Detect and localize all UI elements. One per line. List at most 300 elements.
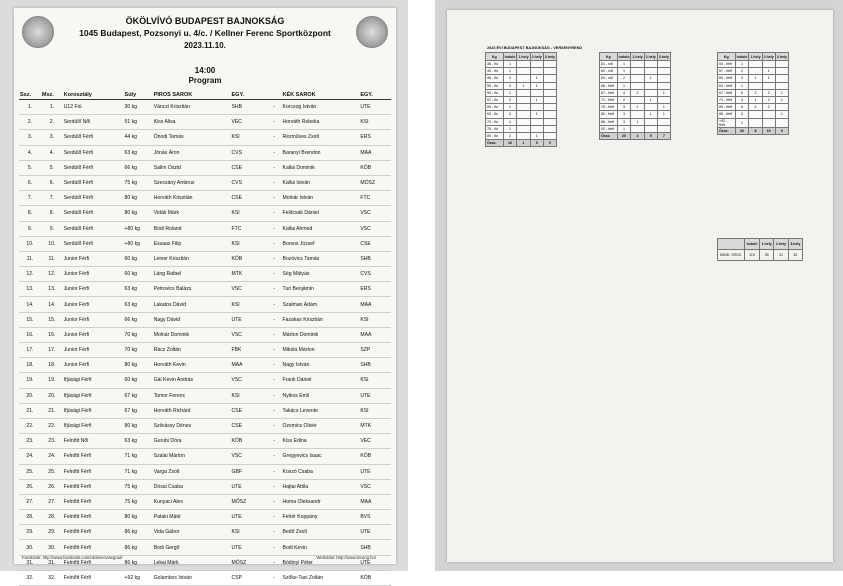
- table-cell: [749, 61, 762, 68]
- medal-column-header: 1.hely: [750, 54, 761, 59]
- table-cell: 40 - fiú: [486, 68, 504, 75]
- overall-column-header: 1.hely: [760, 239, 774, 250]
- table-cell: 1: [530, 75, 543, 82]
- table-cell: MÖSZ: [359, 175, 391, 190]
- table-cell: Szilvássy Dénes: [153, 418, 231, 433]
- table-cell: 20.: [41, 388, 63, 403]
- table-cell: SHB: [359, 251, 391, 266]
- table-cell: Junior Férfi: [63, 358, 124, 373]
- table-cell: Fehér Koppány: [282, 510, 360, 525]
- table-cell: 29.: [41, 525, 63, 540]
- medal-summary-sheet: [447, 10, 833, 562]
- table-cell: [530, 104, 543, 111]
- table-cell: VSC: [359, 206, 391, 221]
- table-cell: FBK: [231, 343, 267, 358]
- table-cell: Össz.: [486, 140, 504, 147]
- table-cell: SHB: [231, 100, 267, 115]
- table-row: [486, 104, 557, 111]
- table-row: [600, 125, 671, 132]
- table-cell: -: [267, 555, 282, 570]
- table-row: [600, 104, 671, 111]
- table-cell: KÖB: [359, 449, 391, 464]
- medal-column-header: Induló: [618, 54, 630, 59]
- program-header-row: [19, 91, 391, 100]
- table-cell: Ozsmics Olivér: [282, 418, 360, 433]
- table-cell: 3.: [41, 130, 63, 145]
- table-cell: 32.: [19, 570, 41, 585]
- overall-row: [718, 250, 803, 261]
- table-cell: Mikola Márton: [282, 343, 360, 358]
- table-cell: 1: [617, 82, 631, 89]
- table-cell: 80 - fiú: [486, 132, 504, 139]
- table-cell: [530, 89, 543, 96]
- table-cell: [543, 68, 556, 75]
- table-cell: -: [267, 403, 282, 418]
- table-cell: Gurubi Dóra: [153, 434, 231, 449]
- table-cell: Kiss Alisa: [153, 115, 231, 130]
- program-heading: Program: [188, 76, 222, 85]
- table-cell: MAA: [359, 494, 391, 509]
- table-cell: [775, 75, 788, 82]
- table-row: [486, 89, 557, 96]
- table-row: [486, 118, 557, 125]
- table-cell: +92 - férfi: [718, 118, 736, 127]
- table-cell: Serdülő Férfi: [63, 160, 124, 175]
- table-row: [19, 236, 391, 251]
- table-cell: KSI: [359, 403, 391, 418]
- table-cell: [657, 118, 670, 125]
- table-cell: [517, 68, 530, 75]
- table-cell: -: [267, 175, 282, 190]
- table-cell: [775, 118, 788, 127]
- table-cell: 44 kg: [124, 130, 153, 145]
- table-cell: 57 - fiú: [486, 96, 504, 103]
- medal-column-header: 2.hely: [531, 54, 542, 59]
- table-row: [486, 61, 557, 68]
- table-cell: VEC: [359, 434, 391, 449]
- table-row: [600, 89, 671, 96]
- table-cell: 1: [631, 118, 644, 125]
- table-cell: 1: [617, 125, 631, 132]
- table-cell: [749, 111, 762, 118]
- table-cell: Korcsog István: [282, 100, 360, 115]
- table-cell: [543, 132, 556, 139]
- table-cell: 24.: [41, 449, 63, 464]
- medal-column-header: 1.hely: [632, 54, 643, 59]
- table-row: [19, 464, 391, 479]
- table-cell: CVS: [359, 267, 391, 282]
- table-cell: 60 kg: [124, 251, 153, 266]
- table-cell: VSC: [231, 282, 267, 297]
- table-cell: 17.: [19, 343, 41, 358]
- table-cell: 11.: [19, 251, 41, 266]
- table-cell: 80 kg: [124, 418, 153, 433]
- table-cell: Ifjúsági Férfi: [63, 373, 124, 388]
- table-cell: Feldcsák Dániel: [282, 206, 360, 221]
- medal-column-header: 2.hely: [645, 54, 656, 59]
- table-cell: [775, 104, 788, 111]
- table-cell: Jónás Áron: [153, 145, 231, 160]
- table-cell: Gregyevics Isaac: [282, 449, 360, 464]
- table-cell: 86 kg: [124, 540, 153, 555]
- table-cell: [517, 104, 530, 111]
- total-row: [600, 132, 671, 139]
- table-cell: 71 kg: [124, 449, 153, 464]
- table-cell: MÖSZ: [231, 555, 267, 570]
- event-title: ÖKÖLVÍVÓ BUDAPEST BAJNOKSÁG: [125, 16, 285, 26]
- table-cell: UTE: [231, 540, 267, 555]
- left-photo: [0, 0, 408, 581]
- table-cell: [762, 118, 775, 127]
- table-cell: VSC: [231, 373, 267, 388]
- table-cell: Borsos József: [282, 236, 360, 251]
- table-cell: 25.: [19, 464, 41, 479]
- table-cell: 80 - férfi: [600, 111, 618, 118]
- table-cell: 1: [503, 118, 517, 125]
- table-cell: 75 kg: [124, 494, 153, 509]
- table-cell: 11.: [41, 251, 63, 266]
- table-row: [19, 373, 391, 388]
- table-cell: -: [267, 418, 282, 433]
- table-cell: Felnőtt Férfi: [63, 555, 124, 570]
- table-cell: KÖB: [231, 251, 267, 266]
- table-cell: SHB: [359, 358, 391, 373]
- medal-column-header: Kg: [600, 53, 618, 61]
- table-cell: 27.: [19, 494, 41, 509]
- table-cell: 3: [617, 118, 631, 125]
- table-cell: 30 kg: [124, 100, 153, 115]
- table-cell: [517, 96, 530, 103]
- table-cell: [517, 75, 530, 82]
- table-cell: -: [267, 570, 282, 585]
- table-cell: 1: [657, 111, 670, 118]
- table-cell: 1: [517, 140, 530, 147]
- table-cell: Vidák Márk: [153, 206, 231, 221]
- table-cell: 2.: [19, 115, 41, 130]
- table-cell: 17.: [41, 343, 63, 358]
- table-cell: Kunyaci Alex: [153, 494, 231, 509]
- table-cell: 23.: [41, 434, 63, 449]
- medal-column-header: 1.hely: [518, 54, 529, 59]
- table-cell: 35: [760, 250, 774, 261]
- table-cell: 119: [745, 250, 760, 261]
- table-cell: 1: [775, 96, 788, 103]
- overall-column-header: [718, 239, 745, 250]
- table-row: [19, 494, 391, 509]
- table-cell: CSE: [231, 418, 267, 433]
- table-cell: MIND. ÖSSZ.: [718, 250, 745, 261]
- table-row: [600, 82, 671, 89]
- table-cell: 1: [749, 75, 762, 82]
- table-cell: 1: [503, 68, 517, 75]
- table-cell: 51 kg: [124, 115, 153, 130]
- table-cell: UTE: [231, 312, 267, 327]
- table-cell: 2: [762, 96, 775, 103]
- table-cell: 23.: [19, 434, 41, 449]
- table-cell: Varga Zsolt: [153, 464, 231, 479]
- table-cell: 1: [530, 82, 543, 89]
- table-row: [19, 525, 391, 540]
- table-row: [19, 418, 391, 433]
- table-row: [19, 510, 391, 525]
- table-cell: 50 - fiú: [486, 82, 504, 89]
- table-cell: Junior Férfi: [63, 327, 124, 342]
- table-cell: 60 - férfi: [718, 75, 736, 82]
- table-cell: [530, 68, 543, 75]
- facebook-link: Facebook: http://www.facebook.com/okolvivovisegrad/: [22, 555, 123, 560]
- table-cell: 19.: [41, 373, 63, 388]
- table-row: [19, 297, 391, 312]
- overall-total-table: [717, 238, 803, 261]
- table-cell: VSC: [359, 479, 391, 494]
- table-cell: 63 - férfi: [718, 82, 736, 89]
- table-cell: UTE: [359, 525, 391, 540]
- table-cell: Horváth Rebeka: [282, 115, 360, 130]
- table-cell: 21.: [19, 403, 41, 418]
- table-cell: Takács Levente: [282, 403, 360, 418]
- table-cell: Szőke-Tasi Zoltán: [282, 570, 360, 585]
- table-cell: 86 kg: [124, 525, 153, 540]
- medal-table-junior: [599, 52, 671, 140]
- table-cell: 5: [530, 140, 543, 147]
- table-cell: 30.: [41, 540, 63, 555]
- table-cell: 75 - férfi: [600, 104, 618, 111]
- table-cell: [543, 111, 556, 118]
- table-row: [19, 388, 391, 403]
- medal-column-header: 2.hely: [763, 54, 774, 59]
- table-cell: 80 kg: [124, 206, 153, 221]
- table-cell: Hajtai Attila: [282, 479, 360, 494]
- table-cell: ERS: [359, 130, 391, 145]
- table-cell: Molnár Dominik: [153, 327, 231, 342]
- table-cell: [631, 75, 644, 82]
- table-row: [718, 104, 789, 111]
- table-cell: 22.: [41, 418, 63, 433]
- table-cell: UTE: [359, 100, 391, 115]
- medal-column-header: Induló: [736, 54, 748, 59]
- table-cell: 24.: [19, 449, 41, 464]
- table-cell: CSE: [231, 191, 267, 206]
- table-cell: 2: [735, 111, 749, 118]
- table-cell: [543, 89, 556, 96]
- table-cell: 1: [735, 61, 749, 68]
- table-cell: -: [267, 464, 282, 479]
- program-column-header: Korosztály: [63, 91, 124, 100]
- table-cell: ERS: [359, 282, 391, 297]
- table-row: [486, 75, 557, 82]
- table-cell: GBF: [231, 464, 267, 479]
- table-cell: Vida Gábor: [153, 525, 231, 540]
- table-cell: 28.: [41, 510, 63, 525]
- table-row: [486, 125, 557, 132]
- table-cell: 8.: [41, 206, 63, 221]
- table-cell: Felnőtt Férfi: [63, 540, 124, 555]
- table-cell: Fazakas Krisztián: [282, 312, 360, 327]
- table-cell: 3.: [19, 130, 41, 145]
- table-cell: 14.: [19, 297, 41, 312]
- table-cell: UTE: [359, 388, 391, 403]
- table-cell: 66 kg: [124, 312, 153, 327]
- table-cell: 16.: [19, 327, 41, 342]
- table-cell: Petrovics Balázs: [153, 282, 231, 297]
- table-cell: VSC: [231, 327, 267, 342]
- table-cell: [530, 61, 543, 68]
- table-cell: +80 kg: [124, 236, 153, 251]
- website-link: Weboldal: http://www.boxing.hu/: [316, 555, 376, 560]
- table-cell: 1: [644, 75, 657, 82]
- table-cell: -: [267, 251, 282, 266]
- table-cell: 16: [503, 140, 517, 147]
- table-cell: [631, 96, 644, 103]
- table-cell: MTK: [359, 418, 391, 433]
- table-cell: U12 Fiú: [63, 100, 124, 115]
- table-cell: 1: [617, 61, 631, 68]
- table-cell: Bozóvics Tamás: [282, 251, 360, 266]
- table-cell: [775, 61, 788, 68]
- table-cell: Ség Mátyás: [282, 267, 360, 282]
- table-row: [718, 89, 789, 96]
- table-row: [19, 160, 391, 175]
- table-cell: Kallai István: [282, 175, 360, 190]
- table-cell: 67 kg: [124, 403, 153, 418]
- table-cell: 31.: [19, 555, 41, 570]
- table-cell: Bodi Kevin: [282, 540, 360, 555]
- table-cell: Junior Férfi: [63, 251, 124, 266]
- table-cell: -: [267, 267, 282, 282]
- table-cell: Molnár István: [282, 191, 360, 206]
- table-cell: -: [267, 358, 282, 373]
- table-cell: 63 kg: [124, 297, 153, 312]
- table-cell: Junior Férfi: [63, 312, 124, 327]
- table-cell: 26.: [41, 479, 63, 494]
- table-cell: 1: [517, 82, 530, 89]
- table-cell: Nagy Dávid: [153, 312, 231, 327]
- table-cell: 1: [775, 111, 788, 118]
- table-cell: Össz.: [718, 127, 736, 134]
- table-cell: -: [267, 297, 282, 312]
- table-cell: 13.: [19, 282, 41, 297]
- table-cell: 20: [617, 132, 631, 139]
- table-cell: 8: [749, 127, 762, 134]
- table-cell: 15.: [41, 312, 63, 327]
- table-cell: [657, 82, 670, 89]
- table-cell: KSI: [231, 236, 267, 251]
- event-date: 2023.11.10.: [184, 41, 226, 50]
- table-row: [19, 206, 391, 221]
- table-cell: 13.: [41, 282, 63, 297]
- table-cell: 60 - női: [600, 68, 618, 75]
- table-row: [718, 68, 789, 75]
- table-cell: 46 - fiú: [486, 75, 504, 82]
- program-column-header: Súly: [124, 91, 153, 100]
- table-cell: 1: [762, 68, 775, 75]
- table-cell: 63 kg: [124, 145, 153, 160]
- table-cell: [517, 111, 530, 118]
- table-cell: [543, 82, 556, 89]
- table-cell: 54 - fiú: [486, 89, 504, 96]
- table-cell: 63 kg: [124, 434, 153, 449]
- table-row: [19, 479, 391, 494]
- table-cell: Nyikos Emil: [282, 388, 360, 403]
- table-row: [19, 343, 391, 358]
- table-cell: Serdülő Férfi: [63, 236, 124, 251]
- table-cell: KSI: [359, 373, 391, 388]
- table-cell: 15.: [19, 312, 41, 327]
- table-cell: -: [267, 130, 282, 145]
- table-cell: 70 kg: [124, 327, 153, 342]
- table-cell: Felnőtt Férfi: [63, 479, 124, 494]
- table-cell: Serdülő Férfi: [63, 130, 124, 145]
- table-cell: 63 - fiú: [486, 111, 504, 118]
- table-cell: KSI: [231, 206, 267, 221]
- table-cell: 4: [617, 89, 631, 96]
- table-cell: 1: [631, 104, 644, 111]
- table-row: [19, 100, 391, 115]
- table-row: [19, 175, 391, 190]
- table-cell: -: [267, 479, 282, 494]
- table-cell: Kiss Edina: [282, 434, 360, 449]
- table-cell: 63 - női: [600, 75, 618, 82]
- table-cell: 5.: [19, 160, 41, 175]
- table-cell: Gál Kevin András: [153, 373, 231, 388]
- table-cell: Felnőtt Férfi: [63, 494, 124, 509]
- right-photo: [435, 0, 843, 571]
- table-cell: Nagy István: [282, 358, 360, 373]
- total-row: [718, 127, 789, 134]
- table-cell: [631, 125, 644, 132]
- table-cell: 1: [749, 96, 762, 103]
- table-cell: Koszó Csaba: [282, 464, 360, 479]
- table-row: [19, 191, 391, 206]
- table-cell: 3: [617, 111, 631, 118]
- table-cell: [644, 82, 657, 89]
- table-cell: 1: [530, 96, 543, 103]
- table-row: [600, 118, 671, 125]
- table-cell: [657, 68, 670, 75]
- table-cell: -: [267, 373, 282, 388]
- table-cell: [657, 96, 670, 103]
- table-cell: 9.: [41, 221, 63, 236]
- table-cell: 12.: [41, 267, 63, 282]
- table-cell: Márton Dominik: [282, 327, 360, 342]
- table-cell: -: [267, 343, 282, 358]
- table-cell: 18.: [19, 358, 41, 373]
- table-row: [718, 96, 789, 103]
- table-cell: Lakatos Dávid: [153, 297, 231, 312]
- table-cell: [517, 132, 530, 139]
- table-cell: 10: [762, 127, 775, 134]
- table-cell: 27.: [41, 494, 63, 509]
- table-row: [486, 111, 557, 118]
- table-row: [19, 570, 391, 585]
- table-row: [19, 251, 391, 266]
- table-row: [600, 96, 671, 103]
- table-cell: 22.: [19, 418, 41, 433]
- table-row: [19, 145, 391, 160]
- table-cell: SZP: [359, 343, 391, 358]
- table-cell: [657, 125, 670, 132]
- table-cell: Bódi Roland: [153, 221, 231, 236]
- table-cell: CSE: [231, 403, 267, 418]
- table-cell: -: [267, 115, 282, 130]
- table-cell: [631, 68, 644, 75]
- table-cell: 67 - férfi: [718, 89, 736, 96]
- table-cell: [517, 89, 530, 96]
- table-cell: 1: [503, 104, 517, 111]
- table-cell: 26.: [19, 479, 41, 494]
- table-cell: Szalai Márton: [153, 449, 231, 464]
- table-cell: MAA: [231, 358, 267, 373]
